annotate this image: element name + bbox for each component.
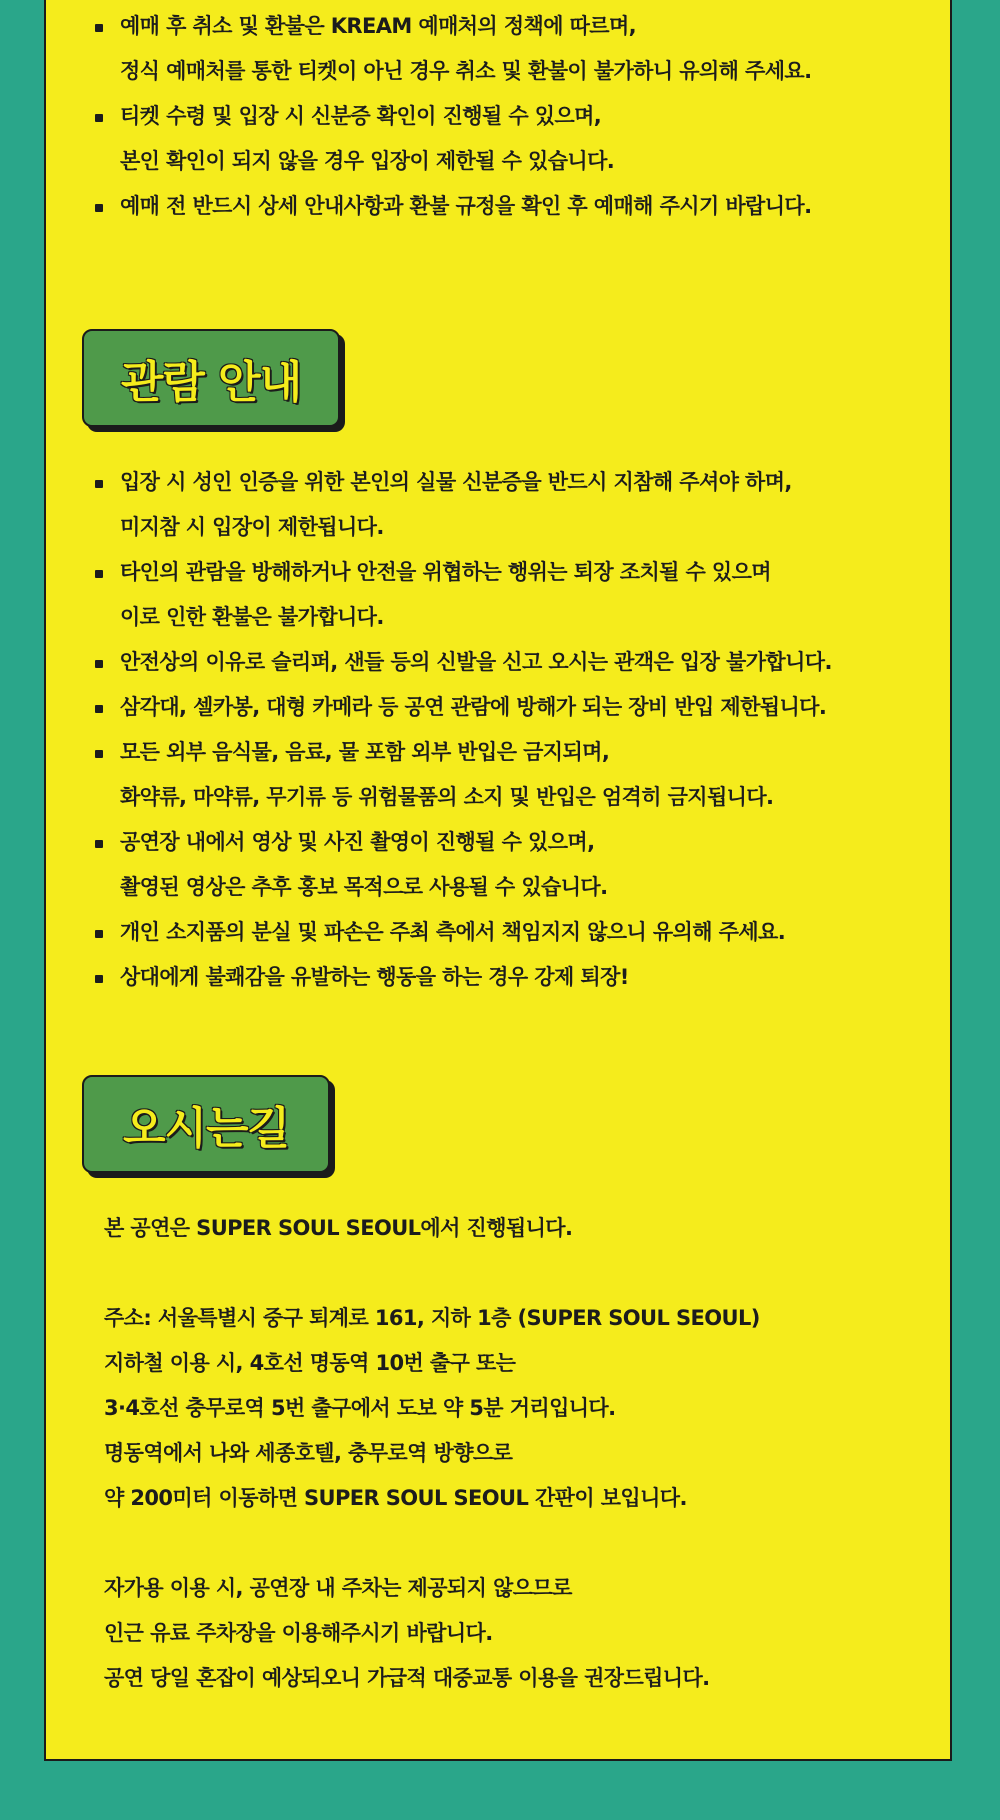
list-item-text: 이로 인한 환불은 불가합니다. <box>120 605 384 629</box>
list-item-text: 예매 후 취소 및 환불은 KREAM 예매처의 정책에 따르며, <box>120 14 637 38</box>
address-line: 주소: 서울특별시 중구 퇴계로 161, 지하 1층 (SUPER SOUL SEOUL) <box>104 1306 760 1330</box>
list-item-text: 삼각대, 셀카봉, 대형 카메라 등 공연 관람에 방해가 되는 장비 반입 제한됩니다. <box>120 695 827 719</box>
list-item <box>94 730 940 820</box>
list-item <box>94 820 940 910</box>
list-item <box>94 685 940 730</box>
list-item-text: 타인의 관람을 방해하거나 안전을 위협하는 행위는 퇴장 조치될 수 있으며 <box>120 560 771 584</box>
list-item <box>94 955 940 1000</box>
list-item-text: 본인 확인이 되지 않을 경우 입장이 제한될 수 있습니다. <box>120 149 615 173</box>
list-item-text: 입장 시 성인 인증을 위한 본인의 실물 신분증을 반드시 지참해 주셔야 하며, <box>120 470 792 494</box>
list-item-text: 개인 소지품의 분실 및 파손은 주최 측에서 책임지지 않으니 유의해 주세요. <box>120 920 786 944</box>
list-item <box>94 94 940 184</box>
viewing-guide-title: 관람 안내 <box>120 357 302 408</box>
directions-body <box>104 1206 940 1701</box>
list-item <box>94 184 940 229</box>
parking-line: 인근 유료 주차장을 이용해주시기 바랍니다. <box>104 1621 493 1645</box>
viewing-guide-heading <box>82 329 340 427</box>
list-item <box>94 550 940 640</box>
directions-title: 오시는길 <box>122 1103 289 1154</box>
directions-heading <box>82 1075 330 1173</box>
list-item-text: 촬영된 영상은 추후 홍보 목적으로 사용될 수 있습니다. <box>120 875 608 899</box>
address-line: 지하철 이용 시, 4호선 명동역 10번 출구 또는 <box>104 1351 516 1375</box>
ticket-notes-list <box>94 4 940 229</box>
list-item-text: 정식 예매처를 통한 티켓이 아닌 경우 취소 및 환불이 불가하니 유의해 주세요. <box>120 59 812 83</box>
parking-line: 공연 당일 혼잡이 예상되오니 가급적 대중교통 이용을 권장드립니다. <box>104 1666 710 1690</box>
list-item-text: 티켓 수령 및 입장 시 신분증 확인이 진행될 수 있으며, <box>120 104 602 128</box>
address-line: 약 200미터 이동하면 SUPER SOUL SEOUL 간판이 보입니다. <box>104 1486 687 1510</box>
list-item-text: 상대에게 불쾌감을 유발하는 행동을 하는 경우 강제 퇴장! <box>120 965 629 989</box>
address-line: 명동역에서 나와 세종호텔, 충무로역 방향으로 <box>104 1441 513 1465</box>
list-item-text: 화약류, 마약류, 무기류 등 위험물품의 소지 및 반입은 엄격히 금지됩니다. <box>120 785 774 809</box>
list-item-text: 공연장 내에서 영상 및 사진 촬영이 진행될 수 있으며, <box>120 830 595 854</box>
notice-panel <box>44 0 952 1761</box>
list-item-text: 미지참 시 입장이 제한됩니다. <box>120 515 384 539</box>
list-item <box>94 640 940 685</box>
list-item-text: 안전상의 이유로 슬리퍼, 샌들 등의 신발을 신고 오시는 관객은 입장 불가합니다. <box>120 650 832 674</box>
list-item-text: 모든 외부 음식물, 음료, 물 포함 외부 반입은 금지되며, <box>120 740 610 764</box>
parking-line: 자가용 이용 시, 공연장 내 주차는 제공되지 않으므로 <box>104 1576 572 1600</box>
viewing-guide-list <box>94 460 940 1000</box>
address-line: 3·4호선 충무로역 5번 출구에서 도보 약 5분 거리입니다. <box>104 1396 616 1420</box>
list-item <box>94 910 940 955</box>
list-item <box>94 4 940 94</box>
list-item <box>94 460 940 550</box>
list-item-text: 예매 전 반드시 상세 안내사항과 환불 규정을 확인 후 예매해 주시기 바랍니다. <box>120 194 812 218</box>
directions-intro: 본 공연은 SUPER SOUL SEOUL에서 진행됩니다. <box>104 1216 573 1240</box>
